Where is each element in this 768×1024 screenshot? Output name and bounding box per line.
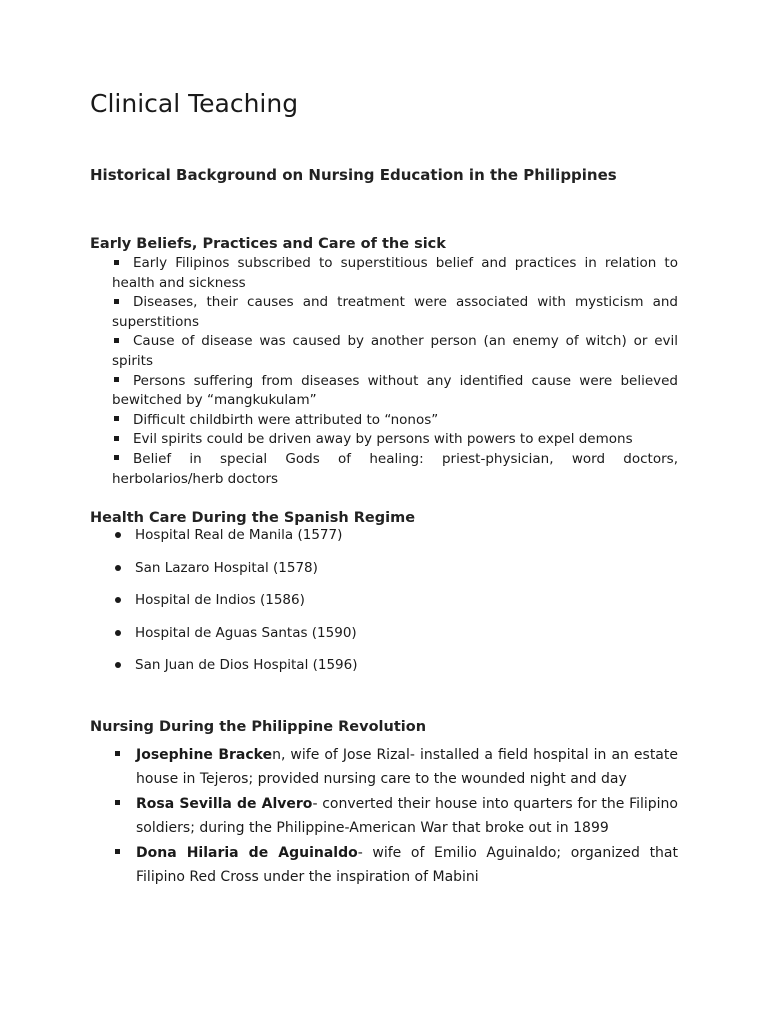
- revolution-list: [112, 743, 678, 890]
- section-heading-spanish: Health Care During the Spanish Regime: [90, 510, 416, 526]
- list-item: Difficult childbirth were attributed to “nonos”: [112, 411, 678, 431]
- list-item: Evil spirits could be driven away by persons with powers to expel demons: [112, 430, 678, 450]
- square-bullet-icon: [114, 299, 119, 304]
- list-item: Rosa Sevilla de Alvero- converted their house into quarters for the Filipino soldiers; during the Philippine-American War that broke out in 1899: [112, 792, 678, 840]
- square-bullet-icon: [114, 436, 119, 441]
- round-bullet-icon: [115, 597, 121, 603]
- list-item: San Lazaro Hospital (1578): [112, 559, 678, 577]
- list-item: Diseases, their causes and treatment were associated with mysticism and superstitions: [112, 294, 678, 330]
- list-item: Hospital de Aguas Santas (1590): [112, 624, 678, 642]
- list-item: Cause of disease was caused by another person (an enemy of witch) or evil spirits: [112, 333, 678, 369]
- square-bullet-icon: [114, 338, 119, 343]
- list-item: Hospital Real de Manila (1577): [112, 526, 678, 544]
- round-bullet-icon: [115, 662, 121, 668]
- square-bullet-icon: [115, 800, 120, 805]
- list-item: San Juan de Dios Hospital (1596): [112, 656, 678, 674]
- round-bullet-icon: [115, 565, 121, 571]
- list-item: Early Filipinos subscribed to superstitious belief and practices in relation to health and sickness: [112, 255, 678, 291]
- beliefs-list: [112, 254, 678, 489]
- square-bullet-icon: [114, 260, 119, 265]
- document-title: Clinical Teaching: [90, 89, 299, 118]
- document-subtitle: Historical Background on Nursing Education in the Philippines: [90, 166, 617, 184]
- section-heading-beliefs: Early Beliefs, Practices and Care of the sick: [90, 236, 446, 252]
- square-bullet-icon: [114, 416, 119, 421]
- round-bullet-icon: [115, 630, 121, 636]
- square-bullet-icon: [114, 455, 119, 460]
- list-item: Dona Hilaria de Aguinaldo- wife of Emilio Aguinaldo; organized that Filipino Red Cross under the inspiration of Mabini: [112, 841, 678, 889]
- list-item: Josephine Bracken, wife of Jose Rizal- installed a field hospital in an estate house in Tejeros; provided nursing care to the wounded night and day: [112, 743, 678, 791]
- list-item: Hospital de Indios (1586): [112, 591, 678, 609]
- square-bullet-icon: [114, 377, 119, 382]
- list-item: Persons suffering from diseases without any identified cause were believed bewitched by “mangkukulam”: [112, 372, 678, 409]
- square-bullet-icon: [115, 751, 120, 756]
- square-bullet-icon: [115, 849, 120, 854]
- round-bullet-icon: [115, 532, 121, 538]
- list-item: Belief in special Gods of healing: priest-physician, word doctors, herbolarios/herb doctors: [112, 450, 678, 487]
- hospital-list: [112, 526, 678, 689]
- section-heading-revolution: Nursing During the Philippine Revolution: [90, 719, 427, 735]
